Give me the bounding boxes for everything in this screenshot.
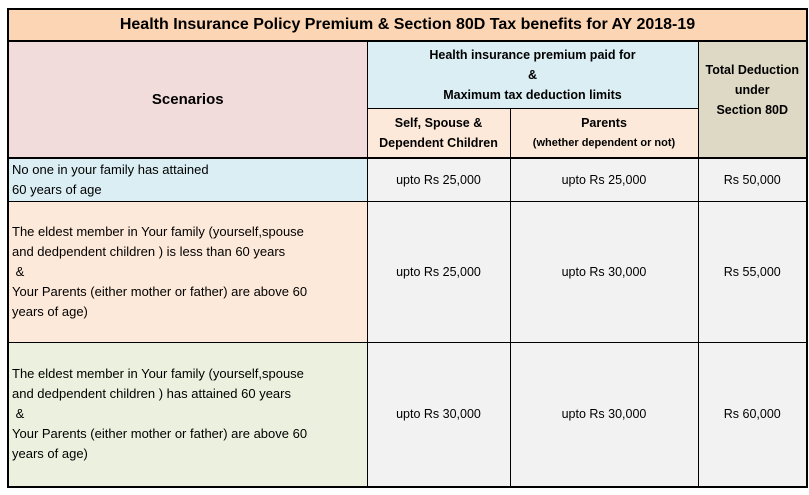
scenario-line: years of age) [12,446,88,462]
table-row [8,201,807,342]
scenarios-header: Scenarios [8,41,367,158]
scenario-line: & [12,263,25,279]
header-line: Total Deduction [705,62,800,77]
header-line: Health insurance premium paid for [429,47,636,62]
self-value: upto Rs 25,000 [367,201,510,342]
premium-group-header [367,41,698,108]
scenario-line: and dedpendent children ) is less than 60 years [12,243,286,259]
scenario-cell [8,342,367,487]
parents-value: upto Rs 25,000 [510,158,698,201]
header-line: Maximum tax deduction limits [443,87,622,102]
self-value: upto Rs 30,000 [367,342,510,487]
table-title: Health Insurance Policy Premium & Section 80D Tax benefits for AY 2018-19 [8,9,807,41]
scenario-cell [8,158,367,201]
header-line: & [527,67,538,82]
scenario-line: No one in your family has attained [12,161,209,177]
header-line: Dependent Children [379,135,498,150]
self-value: upto Rs 25,000 [367,158,510,201]
header-line: Self, Spouse & [394,115,483,130]
header-line: Section 80D [716,102,789,117]
header-line: Parents [581,115,627,130]
parents-value: upto Rs 30,000 [510,201,698,342]
scenario-line: & [12,406,25,422]
self-header [367,108,510,158]
scenario-line: Your Parents (either mother or father) are above 60 [12,283,308,299]
tax-benefit-table [7,8,808,488]
parents-header [510,108,698,158]
scenario-line: The eldest member in Your family (yourself,spouse [12,223,304,239]
scenario-line: The eldest member in Your family (yourself,spouse [12,366,304,382]
scenario-cell [8,201,367,342]
scenario-line: 60 years of age [12,181,102,197]
total-value: Rs 60,000 [698,342,807,487]
table-row [8,342,807,487]
total-value: Rs 55,000 [698,201,807,342]
header-line: (whether dependent or not) [532,136,676,149]
total-value: Rs 50,000 [698,158,807,201]
scenario-line: years of age) [12,303,88,319]
scenario-line: Your Parents (either mother or father) are above 60 [12,426,308,442]
table-row [8,158,807,201]
parents-value: upto Rs 30,000 [510,342,698,487]
total-deduction-header [698,41,807,158]
header-line: under [734,82,770,97]
scenario-line: and dedpendent children ) has attained 60 years [12,386,291,402]
